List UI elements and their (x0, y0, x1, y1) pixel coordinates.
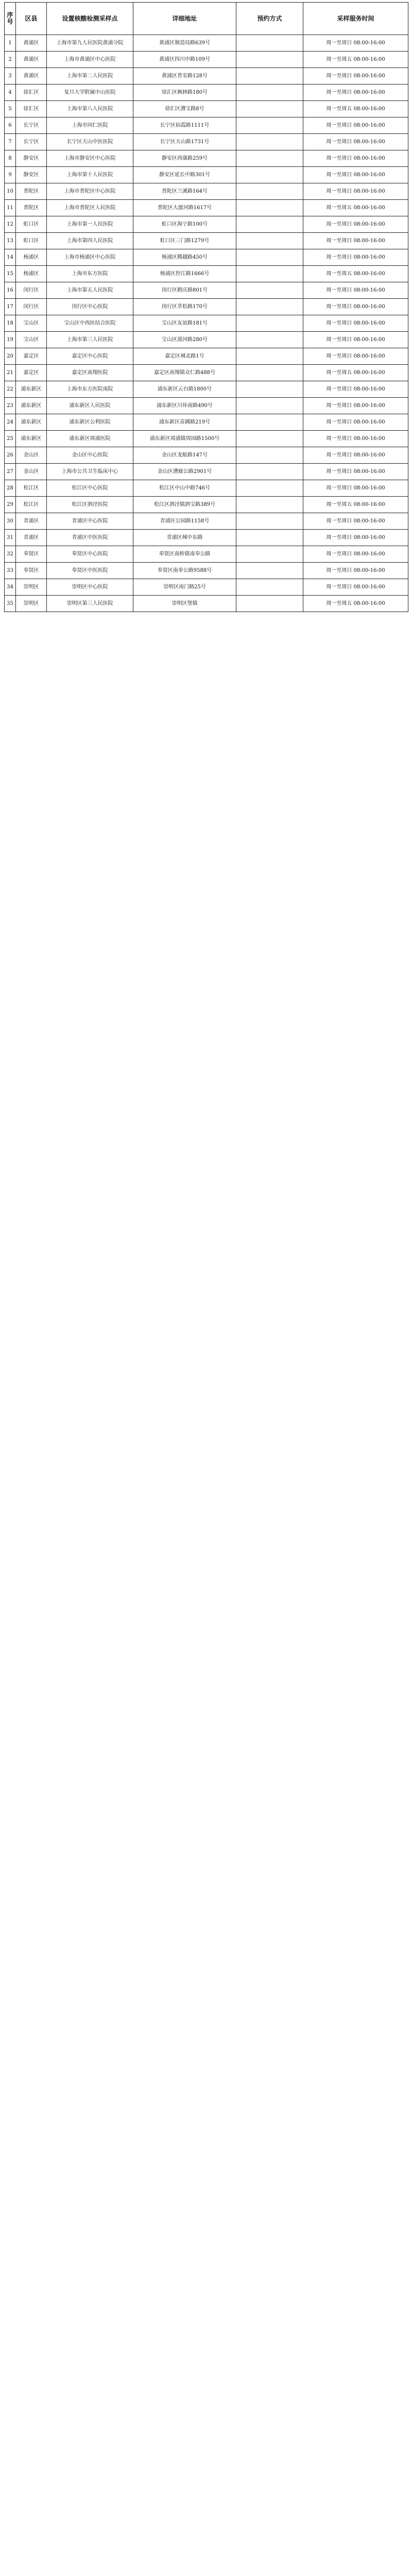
row-index: 6 (5, 117, 16, 134)
row-booking-method (236, 431, 303, 447)
row-service-hours: 周一至周日 08:00-16:00 (303, 546, 408, 563)
row-district: 虹口区 (16, 216, 47, 233)
row-service-hours: 周一至周日 08:00-16:00 (303, 282, 408, 299)
row-booking-method (236, 497, 303, 513)
table-row (5, 216, 408, 233)
row-site-name: 奉贤区中医医院 (47, 563, 133, 579)
row-service-hours: 周一至周日 08:00-16:00 (303, 348, 408, 365)
row-index: 22 (5, 381, 16, 398)
table-row (5, 84, 408, 101)
row-index: 2 (5, 52, 16, 68)
row-district: 松江区 (16, 497, 47, 513)
table-row (5, 464, 408, 480)
row-index: 3 (5, 68, 16, 84)
row-booking-method (236, 348, 303, 365)
row-site-name: 浦东新区公利医院 (47, 414, 133, 431)
row-service-hours: 周一至周日 08:00-16:00 (303, 563, 408, 579)
table-row (5, 563, 408, 579)
row-address: 奉贤区南桥镇南奉公路 (133, 546, 236, 563)
row-address: 长宁区天山路1731号 (133, 134, 236, 150)
row-index: 1 (5, 35, 16, 52)
row-index: 7 (5, 134, 16, 150)
row-address: 虹口区海宁路100号 (133, 216, 236, 233)
row-service-hours: 周一至周日 08:00-16:00 (303, 464, 408, 480)
table-row (5, 233, 408, 249)
row-district: 杨浦区 (16, 249, 47, 266)
row-service-hours: 周一至周日 08:00-16:00 (303, 414, 408, 431)
table-row (5, 282, 408, 299)
row-address: 青浦区公园路1158号 (133, 513, 236, 530)
row-address: 金山区龙航路147号 (133, 447, 236, 464)
row-address: 浦东新区周浦镇周园路1500号 (133, 431, 236, 447)
table-row (5, 398, 408, 414)
row-booking-method (236, 299, 303, 315)
row-district: 静安区 (16, 150, 47, 167)
table-row (5, 150, 408, 167)
row-booking-method (236, 216, 303, 233)
row-site-name: 上海市公共卫生临床中心 (47, 464, 133, 480)
row-service-hours: 周一至周日 08:00-16:00 (303, 315, 408, 332)
table-row (5, 381, 408, 398)
row-index: 9 (5, 167, 16, 183)
table-row (5, 35, 408, 52)
row-site-name: 上海市杨浦区中心医院 (47, 249, 133, 266)
row-site-name: 复旦大学附属中山医院 (47, 84, 133, 101)
row-district: 浦东新区 (16, 398, 47, 414)
row-booking-method (236, 266, 303, 282)
row-site-name: 上海市普陀区人民医院 (47, 200, 133, 216)
row-service-hours: 周一至周日 08:00-16:00 (303, 84, 408, 101)
row-index: 18 (5, 315, 16, 332)
row-booking-method (236, 84, 303, 101)
row-service-hours: 周一至周五 08:00-16:00 (303, 200, 408, 216)
row-site-name: 上海市东方医院南院 (47, 381, 133, 398)
row-address: 杨浦区腾越路450号 (133, 249, 236, 266)
row-address: 崇明区堡镇 (133, 596, 236, 612)
row-index: 21 (5, 365, 16, 381)
row-booking-method (236, 546, 303, 563)
row-service-hours: 周一至周日 08:00-16:00 (303, 167, 408, 183)
table-row (5, 68, 408, 84)
header-booking-method: 预约方式 (236, 3, 303, 35)
row-index: 11 (5, 200, 16, 216)
row-index: 16 (5, 282, 16, 299)
row-index: 25 (5, 431, 16, 447)
row-index: 13 (5, 233, 16, 249)
row-district: 浦东新区 (16, 431, 47, 447)
row-index: 17 (5, 299, 16, 315)
table-row (5, 249, 408, 266)
row-district: 长宁区 (16, 134, 47, 150)
row-address: 宝山区友谊路181号 (133, 315, 236, 332)
row-site-name: 嘉定区中心医院 (47, 348, 133, 365)
row-district: 金山区 (16, 464, 47, 480)
row-site-name: 上海市第九人民医院黄浦分院 (47, 35, 133, 52)
row-service-hours: 周一至周日 08:00-16:00 (303, 249, 408, 266)
row-district: 奉贤区 (16, 546, 47, 563)
row-address: 嘉定区南翔镇众仁路488号 (133, 365, 236, 381)
row-booking-method (236, 480, 303, 497)
row-index: 5 (5, 101, 16, 117)
row-address: 闵行区莘松路170号 (133, 299, 236, 315)
row-booking-method (236, 200, 303, 216)
row-index: 24 (5, 414, 16, 431)
row-booking-method (236, 282, 303, 299)
row-address: 嘉定区城北路1号 (133, 348, 236, 365)
table-row (5, 447, 408, 464)
row-district: 黄浦区 (16, 35, 47, 52)
row-service-hours: 周一至周日 08:00-16:00 (303, 431, 408, 447)
header-district: 区县 (16, 3, 47, 35)
row-site-name: 奉贤区中心医院 (47, 546, 133, 563)
table-row (5, 431, 408, 447)
row-address: 普陀区兰溪路164号 (133, 183, 236, 200)
row-address: 静安区西康路259号 (133, 150, 236, 167)
table-row (5, 480, 408, 497)
row-booking-method (236, 35, 303, 52)
row-district: 闵行区 (16, 282, 47, 299)
table-row (5, 579, 408, 596)
row-address: 松江区中山中路746号 (133, 480, 236, 497)
row-site-name: 上海市普陀区中心医院 (47, 183, 133, 200)
row-site-name: 浦东新区人民医院 (47, 398, 133, 414)
row-address: 虹口区三门路1279号 (133, 233, 236, 249)
row-district: 松江区 (16, 480, 47, 497)
row-booking-method (236, 332, 303, 348)
row-address: 徐汇区枫林路180号 (133, 84, 236, 101)
row-service-hours: 周一至周日 08:00-16:00 (303, 216, 408, 233)
row-index: 20 (5, 348, 16, 365)
table-row (5, 183, 408, 200)
row-index: 34 (5, 579, 16, 596)
row-booking-method (236, 315, 303, 332)
row-site-name: 松江区泗泾医院 (47, 497, 133, 513)
table-row (5, 546, 408, 563)
row-site-name: 上海市静安区中心医院 (47, 150, 133, 167)
row-address: 黄浦区四川中路109号 (133, 52, 236, 68)
row-index: 14 (5, 249, 16, 266)
row-service-hours: 周一至周日 08:00-16:00 (303, 332, 408, 348)
row-district: 浦东新区 (16, 414, 47, 431)
row-site-name: 浦东新区周浦医院 (47, 431, 133, 447)
row-service-hours: 周一至周日 08:00-16:00 (303, 183, 408, 200)
row-district: 黄浦区 (16, 52, 47, 68)
row-site-name: 闵行区中心医院 (47, 299, 133, 315)
table-row (5, 52, 408, 68)
row-index: 26 (5, 447, 16, 464)
row-address: 静安区延长中路301号 (133, 167, 236, 183)
row-district: 宝山区 (16, 315, 47, 332)
row-index: 15 (5, 266, 16, 282)
row-address: 浦东新区苗圃路219号 (133, 414, 236, 431)
schedule-page (4, 2, 408, 612)
row-booking-method (236, 167, 303, 183)
row-district: 杨浦区 (16, 266, 47, 282)
row-site-name: 宝山区中西医结合医院 (47, 315, 133, 332)
row-booking-method (236, 249, 303, 266)
row-service-hours: 周一至周日 08:00-16:00 (303, 68, 408, 84)
row-service-hours: 周一至周日 08:00-16:00 (303, 480, 408, 497)
row-service-hours: 周一至周日 08:00-16:00 (303, 35, 408, 52)
row-service-hours: 周一至周五 08:00-16:00 (303, 52, 408, 68)
row-district: 虹口区 (16, 233, 47, 249)
row-site-name: 长宁区天山中医医院 (47, 134, 133, 150)
table-row (5, 134, 408, 150)
row-district: 普陀区 (16, 200, 47, 216)
row-booking-method (236, 150, 303, 167)
row-service-hours: 周一至周日 08:00-16:00 (303, 134, 408, 150)
row-district: 徐汇区 (16, 101, 47, 117)
row-site-name: 上海市黄浦区中心医院 (47, 52, 133, 68)
row-index: 35 (5, 596, 16, 612)
row-site-name: 上海市第三人民医院 (47, 332, 133, 348)
row-index: 23 (5, 398, 16, 414)
header-service-hours: 采样服务时间 (303, 3, 408, 35)
row-service-hours: 周一至周日 08:00-16:00 (303, 117, 408, 134)
row-district: 长宁区 (16, 117, 47, 134)
row-district: 嘉定区 (16, 365, 47, 381)
row-site-name: 上海市第一人民医院 (47, 216, 133, 233)
row-booking-method (236, 117, 303, 134)
row-site-name: 上海市第二人民医院 (47, 68, 133, 84)
row-booking-method (236, 563, 303, 579)
row-booking-method (236, 513, 303, 530)
header-site-name: 设置核酸检测采样点 (47, 3, 133, 35)
row-booking-method (236, 52, 303, 68)
table-row (5, 513, 408, 530)
row-district: 金山区 (16, 447, 47, 464)
table-row (5, 348, 408, 365)
row-district: 闵行区 (16, 299, 47, 315)
table-row (5, 365, 408, 381)
row-booking-method (236, 381, 303, 398)
table-row (5, 167, 408, 183)
row-district: 徐汇区 (16, 84, 47, 101)
row-address: 奉贤区南奉公路9588号 (133, 563, 236, 579)
row-service-hours: 周一至周五 08:00-16:00 (303, 266, 408, 282)
row-site-name: 上海市第十人民医院 (47, 167, 133, 183)
row-booking-method (236, 68, 303, 84)
row-site-name: 崇明区第三人民医院 (47, 596, 133, 612)
row-booking-method (236, 183, 303, 200)
row-service-hours: 周一至周五 08:00-16:00 (303, 101, 408, 117)
table-header-row (5, 3, 408, 35)
row-service-hours: 周一至周日 08:00-16:00 (303, 530, 408, 546)
row-service-hours: 周一至周日 08:00-16:00 (303, 233, 408, 249)
row-index: 29 (5, 497, 16, 513)
row-service-hours: 周一至周五 08:00-16:00 (303, 497, 408, 513)
row-service-hours: 周一至周日 08:00-16:00 (303, 381, 408, 398)
row-booking-method (236, 414, 303, 431)
header-index: 序号 (5, 3, 16, 35)
row-site-name: 上海市东方医院 (47, 266, 133, 282)
row-address: 黄浦区制造局路639号 (133, 35, 236, 52)
row-address: 崇明区南门路25号 (133, 579, 236, 596)
row-address: 青浦区城中东路 (133, 530, 236, 546)
row-service-hours: 周一至周日 08:00-16:00 (303, 579, 408, 596)
table-row (5, 200, 408, 216)
row-booking-method (236, 101, 303, 117)
row-site-name: 青浦区中医医院 (47, 530, 133, 546)
row-index: 4 (5, 84, 16, 101)
row-district: 黄浦区 (16, 68, 47, 84)
row-address: 闵行区鹤庆路801号 (133, 282, 236, 299)
row-booking-method (236, 530, 303, 546)
row-service-hours: 周一至周五 08:00-16:00 (303, 596, 408, 612)
row-booking-method (236, 447, 303, 464)
row-district: 崇明区 (16, 579, 47, 596)
row-booking-method (236, 134, 303, 150)
row-district: 崇明区 (16, 596, 47, 612)
header-address: 详细地址 (133, 3, 236, 35)
row-district: 嘉定区 (16, 348, 47, 365)
row-service-hours: 周一至周日 08:00-16:00 (303, 513, 408, 530)
row-district: 青浦区 (16, 530, 47, 546)
row-site-name: 松江区中心医院 (47, 480, 133, 497)
row-index: 32 (5, 546, 16, 563)
row-index: 8 (5, 150, 16, 167)
row-service-hours: 周一至周日 08:00-16:00 (303, 150, 408, 167)
row-address: 黄浦区普安路128号 (133, 68, 236, 84)
table-row (5, 414, 408, 431)
row-district: 奉贤区 (16, 563, 47, 579)
table-row (5, 596, 408, 612)
row-booking-method (236, 579, 303, 596)
row-site-name: 青浦区中心医院 (47, 513, 133, 530)
table-row (5, 497, 408, 513)
row-address: 金山区漕廊公路2901号 (133, 464, 236, 480)
row-address: 浦东新区云台路1800号 (133, 381, 236, 398)
sampling-sites-table (4, 2, 408, 612)
table-row (5, 299, 408, 315)
row-index: 31 (5, 530, 16, 546)
row-site-name: 上海市第八人民医院 (47, 101, 133, 117)
row-index: 10 (5, 183, 16, 200)
row-service-hours: 周一至周日 08:00-16:00 (303, 447, 408, 464)
row-site-name: 崇明区中心医院 (47, 579, 133, 596)
row-address: 松江区泗泾镇泗宝路389号 (133, 497, 236, 513)
row-index: 19 (5, 332, 16, 348)
row-address: 普陀区大渡河路1617号 (133, 200, 236, 216)
row-district: 宝山区 (16, 332, 47, 348)
row-address: 杨浦区控江路1666号 (133, 266, 236, 282)
table-row (5, 315, 408, 332)
row-service-hours: 周一至周日 08:00-16:00 (303, 398, 408, 414)
row-district: 普陀区 (16, 183, 47, 200)
table-row (5, 332, 408, 348)
table-row (5, 101, 408, 117)
row-site-name: 嘉定区南翔医院 (47, 365, 133, 381)
row-site-name: 上海市同仁医院 (47, 117, 133, 134)
table-row (5, 530, 408, 546)
row-site-name: 上海市第四人民医院 (47, 233, 133, 249)
row-address: 浦东新区川环南路490号 (133, 398, 236, 414)
row-booking-method (236, 398, 303, 414)
row-booking-method (236, 233, 303, 249)
table-row (5, 117, 408, 134)
row-address: 徐汇区漕宝路8号 (133, 101, 236, 117)
row-site-name: 上海市第五人民医院 (47, 282, 133, 299)
row-address: 长宁区仙霞路1111号 (133, 117, 236, 134)
table-body (5, 35, 408, 612)
row-service-hours: 周一至周日 08:00-16:00 (303, 299, 408, 315)
row-index: 33 (5, 563, 16, 579)
row-district: 浦东新区 (16, 381, 47, 398)
row-site-name: 金山区中心医院 (47, 447, 133, 464)
row-booking-method (236, 365, 303, 381)
row-address: 宝山区漠河路280号 (133, 332, 236, 348)
table-row (5, 266, 408, 282)
row-index: 27 (5, 464, 16, 480)
row-district: 青浦区 (16, 513, 47, 530)
row-service-hours: 周一至周五 08:00-16:00 (303, 365, 408, 381)
row-booking-method (236, 464, 303, 480)
row-index: 12 (5, 216, 16, 233)
row-index: 30 (5, 513, 16, 530)
row-booking-method (236, 596, 303, 612)
row-index: 28 (5, 480, 16, 497)
row-district: 静安区 (16, 167, 47, 183)
